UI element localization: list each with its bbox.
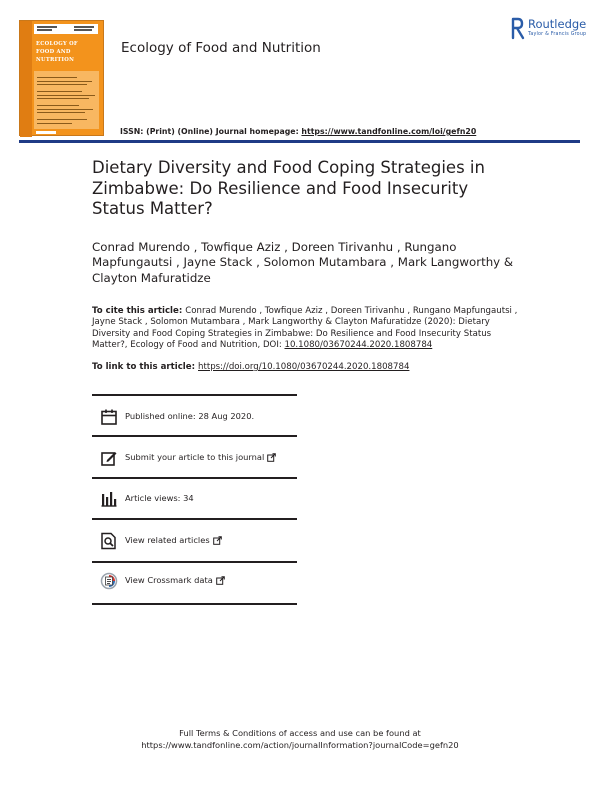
article-views-row — [100, 490, 300, 510]
divider — [92, 477, 297, 479]
divider — [92, 518, 297, 520]
published-row — [100, 408, 300, 428]
publisher-name: Routledge — [528, 17, 587, 31]
calendar-icon — [100, 408, 118, 426]
edit-icon — [100, 449, 118, 467]
cover-title-line: NUTRITION — [36, 57, 75, 63]
crossmark-icon — [100, 572, 118, 590]
citation-text: Conrad Murendo , Towfique Aziz , Doreen Tirivanhu , Rungano Mapfungautsi , Jayne Stack , Solomon Mutambara , Mark Langworthy & Clayton Mafuratidze (2020): Dietary Diversity and Food Coping Strategies in Zimbabwe: Do Resilience and Food Insecurity Status Matter?, Ecology of Food and Nutrition, DOI: — [92, 306, 518, 351]
divider — [92, 394, 297, 396]
related-articles-search-icon — [100, 532, 118, 550]
citation-block — [92, 306, 522, 352]
publisher-subtitle: Taylor & Francis Group — [528, 32, 587, 37]
article-authors: Conrad Murendo , Towfique Aziz , Doreen Tirivanhu , Rungano Mapfungautsi , Jayne Stack , Solomon Mutambara , Mark Langworthy & Clayton Mafuratidze — [92, 240, 514, 285]
cover-title-line: FOOD AND — [36, 49, 71, 55]
published-date: Published online: 28 Aug 2020. — [125, 411, 255, 421]
submit-article-row[interactable] — [100, 449, 300, 469]
submit-article-link[interactable]: Submit your article to this journal — [125, 452, 276, 462]
related-articles-link[interactable]: View related articles — [125, 535, 222, 545]
external-link-icon — [267, 453, 276, 462]
divider — [92, 561, 297, 563]
citation-label: To cite this article: — [92, 306, 186, 316]
footer-terms-text: Full Terms & Conditions of access and use can be found at — [179, 728, 421, 738]
issn-line — [120, 127, 476, 136]
external-link-icon — [216, 576, 225, 585]
footer — [0, 727, 600, 751]
article-views: Article views: 34 — [125, 493, 194, 503]
article-title: Dietary Diversity and Food Coping Strategies in Zimbabwe: Do Resilience and Food Insecurity Status Matter? — [92, 158, 485, 218]
divider — [92, 603, 297, 605]
crossmark-row[interactable] — [100, 572, 300, 592]
related-articles-row[interactable] — [100, 532, 300, 552]
crossmark-link[interactable]: View Crossmark data — [125, 575, 225, 585]
link-label: To link to this article: — [92, 362, 199, 372]
footer-terms-link[interactable]: https://www.tandfonline.com/action/journalInformation?journalCode=gefn20 — [141, 740, 459, 750]
doi-link[interactable]: 10.1080/03670244.2020.1808784 — [284, 340, 433, 351]
journal-homepage-link[interactable]: https://www.tandfonline.com/loi/gefn20 — [301, 127, 477, 136]
header-divider — [19, 140, 580, 143]
issn-label: ISSN: (Print) (Online) Journal homepage: — [120, 127, 302, 136]
article-link-line — [92, 362, 409, 372]
external-link-icon — [213, 536, 222, 545]
bar-chart-icon — [100, 490, 118, 508]
journal-title[interactable]: Ecology of Food and Nutrition — [121, 40, 321, 56]
journal-cover — [19, 20, 104, 136]
cover-title-line: ECOLOGY OF — [36, 41, 78, 47]
article-url-link[interactable]: https://doi.org/10.1080/03670244.2020.1808784 — [198, 362, 410, 372]
divider — [92, 435, 297, 437]
